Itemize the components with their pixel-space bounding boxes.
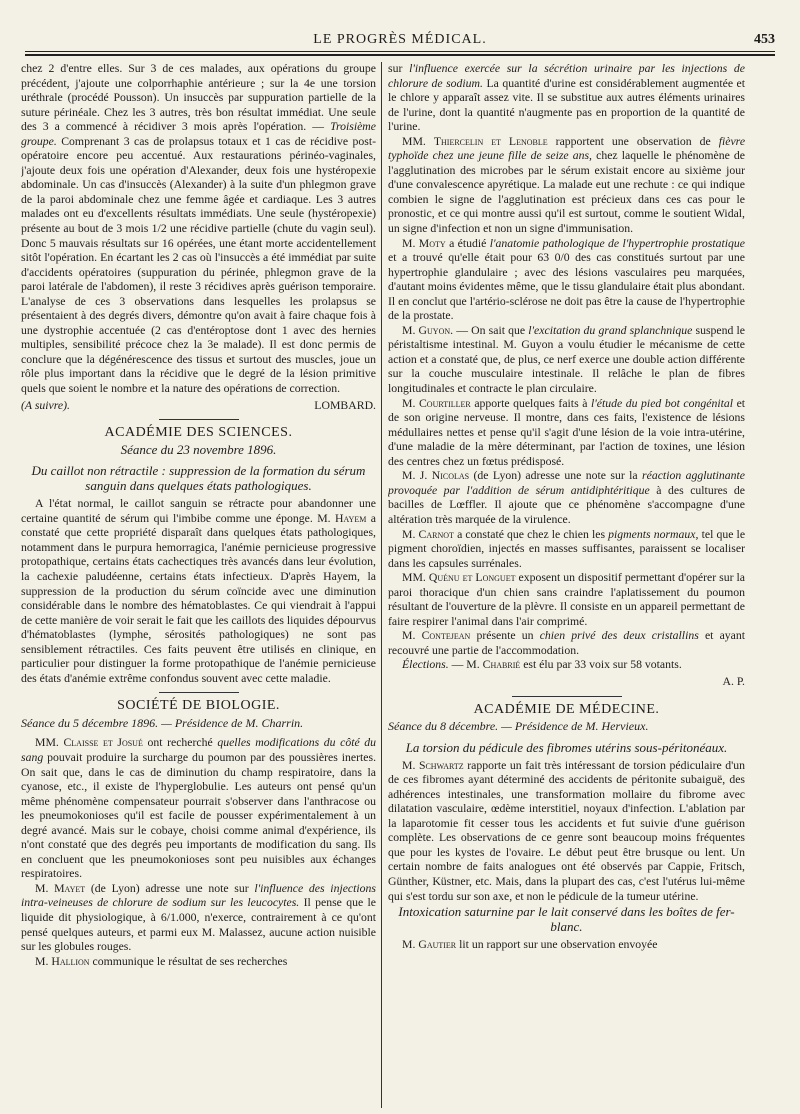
- paragraph: M. Schwartz rapporte un fait très intéressant de torsion pédiculaire d'un de ces fibromes ayant déterminé des accidents de péritonite subaiguë, des adhérences intestinales, une transformation mollaire du fibrome avec dilatation vasculaire, œdème interstitiel, noyaux d'infection. L'ablation par la laparotomie fit cesser tous les accidents et fut suivie d'une guérison complète. Les observations de ce genre sont beaucoup moins fréquentes que pour les kystes de l'ovaire. Le début peut être brusque ou lent. Un certain nombre de faits analogues ont été observés par Cappie, Fritsch, Günther, Küstner, etc. Mais, dans la plupart des cas, c'est l'utérus lui-même qui s'est tordu sur son axe, et non le pédicule de la tumeur utérine.: [388, 758, 745, 903]
- paragraph: M. Hallion communique le résultat de ses recherches: [35, 954, 288, 968]
- paragraph: Élections. — M. Chabrié est élu par 33 voix sur 58 votants.: [402, 658, 682, 672]
- paragraph: MM. Claisse et Josué ont recherché quelles modifications du côté du sang pouvait produire la surcharge du poumon par des poussières inertes. On sait que, dans le cas de diminution du champ respiratoire, dans la cyanose, etc., il existe de l'hyperglobulie. Les auteurs ont pensé qu'un même phénomène compensateur pourrait s'observer dans l'anthracose ou les pneumokonioses qu'il est facile de pousser expérimentalement à un degré avancé. Mais sur le cobaye, choisi comme animal d'expérience, ils n'ont constaté que des degrés peu importants de modification du sang. Ils en concluent que les pneumokonioses sont peu nuisibles aux échanges respiratoires.: [21, 736, 376, 881]
- paragraph: chez 2 d'entre elles. Sur 3 de ces malades, aux opérations du groupe précédent, j'ajoute une colporrhaphie antérieure ; sur la 4e une torsion uréthrale (procédé Pousson). Un insuccès par suppuration partielle de la suture périnéale. Chez les 3 autres, très bon résultat immédiat. Une seule des 3 a commencé à récidiver 3 mois après l'opération. — Troisième groupe. Comprenant 3 cas de prolapsus totaux et 1 cas de récidive post-opératoire encore peu accentué. Aux restaurations périnéo-vaginales, j'ajoute deux fois une opération d'Alexander, deux fois une hystéropexie abdominale. Un cas d'insuccès (Alexander) à la suite d'un phlegmon grave de la paroi abdominale chez une femme âgée et cardiaque. Les 3 autres malades ont eu d'excellents résultats immédiats. Une seule (hystéropexie) présente au bout de 3 mois 1/2 une récidive partielle (chute du vagin seul). Donc 5 mauvais résultats sur 16 opérées, une étant morte accidentellement sitôt l'opération. En écartant les 2 cas où l'insuccès a été immédiat par suite d'accidents opératoires (suppuration du périnée, phlegmon grave de la paroi latérale de l'abdomen), il reste 3 récidives après guérison temporaire. L'analyse de ces 3 observations dans lesquelles les prolapsus se présentaient à des degrés divers, démontre qu'on avait à faire chaque fois à une dystrophie accentuée (2 cas d'entéroptose dont 1 avec des hernies multiples, sensibilité précoce chez la 3e malade). Il est donc permis de conclure que la dégénérescence des tissus et surtout des muscles, joue un rôle plus important dans la récidive que le degré de la lésion primitive quels que soient le nombre et la nature des opérations de correction.: [21, 62, 376, 396]
- section-rule: [159, 419, 239, 420]
- page-number: 453: [754, 32, 775, 47]
- paragraph: M. Courtiller apporte quelques faits à l'étude du pied bot congénital et de son origine nerveuse. Il montre, dans ces faits, l'existence de lésions médullaires nettes et pense qu'il s'agit d'une lésion de la voie intra-utérine, d'une maladie de la mère déterminant, par l'action de toxines, une lésion des centres chez un fœtus prédisposé.: [388, 396, 745, 468]
- topic-title: Du caillot non rétractile : suppression de la formation du sérum sanguin dans quelques états pathologiques.: [31, 463, 366, 494]
- right-column: [388, 62, 745, 1108]
- signature-line: [388, 675, 745, 690]
- author-initials: A. P.: [722, 674, 745, 688]
- paragraph: MM. Quénu et Longuet exposent un dispositif permettant d'opérer sur la paroi thoracique d'un chien sans craindre l'aplatissement du poumon résultant de l'ouverture de la plèvre. Il consiste en un appareil permettant de faire respirer l'animal dans l'air comprimé.: [388, 571, 745, 628]
- section-title-academie-medecine: ACADÉMIE DE MÉDECINE.: [473, 701, 660, 717]
- topic-title: Intoxication saturnine par le lait conservé dans les boîtes de fer-blanc.: [398, 904, 735, 935]
- section-rule: [512, 696, 622, 697]
- paragraph: M. Gautier lit un rapport sur une observation envoyée: [402, 938, 658, 952]
- paragraph: M. Moty a étudié l'anatomie pathologique de l'hypertrophie prostatique et a trouvé qu'elle était pour 63 0/0 des cas constitués surtout par une hypertrophie glandulaire ; avec des lésions vasculaires peu marquées, d'autant moins évidentes même, que le tissu glandulaire était plus abondant. Il en conclut que l'artério-sclérose ne doit pas être la cause de l'hypertrophie de la prostate.: [388, 236, 745, 323]
- paragraph: sur l'influence exercée sur la sécrétion urinaire par les injections de chlorure de sodium. La quantité d'urine est considérablement augmentée et le chlore y apparaît assez vite. Il se substitue aux autres éléments urinaires de l'urine, dont la quantité n'augmente pas en proportion de la quantité de l'urine.: [388, 62, 745, 134]
- page-header: [25, 30, 775, 52]
- section-title-societe-biologie: SOCIÉTÉ DE BIOLOGIE.: [117, 698, 280, 714]
- header-rule: [25, 51, 775, 52]
- topic-title: La torsion du pédicule des fibromes utérins sous-péritonéaux.: [405, 739, 728, 755]
- paragraph: M. J. Nicolas (de Lyon) adresse une note sur la réaction agglutinante provoquée par l'addition de sérum antidiphtéritique à des cultures de bacilles de Lœffler. Il ajoute que ce phénomène s'accompagne d'une altération très marquée de la virulence.: [388, 469, 745, 526]
- left-column: [21, 62, 376, 1108]
- paragraph: M. Carnot a constaté que chez le chien les pigments normaux, tel que le pigment choroïdien, injectés en masses suffisantes, paraissent se localiser dans les capsules surrénales.: [388, 527, 745, 570]
- section-title-academie-sciences: ACADÉMIE DES SCIENCES.: [104, 425, 293, 441]
- author-name: LOMBARD.: [314, 398, 376, 412]
- running-title: LE PROGRÈS MÉDICAL.: [313, 32, 487, 47]
- session-line: Séance du 8 décembre. — Présidence de M. Hervieux.: [388, 719, 649, 734]
- signature-line: [21, 399, 376, 414]
- paragraph: M. Contejean présente un chien privé des deux cristallins et ayant recouvré une partie de l'accommodation.: [388, 629, 745, 657]
- session-line: Séance du 23 novembre 1896.: [120, 441, 277, 457]
- paragraph: A l'état normal, le caillot sanguin se rétracte pour abandonner une certaine quantité de sérum qui l'imbibe comme une éponge. M. Hayem a constaté que cette propriété disparaît dans quelques états pathologiques, notamment dans le purpura hemorragica, l'anémie pernicieuse progressive protopathique, certains états cachectiques très avancés dans leur évolution, la cachexie paludéenne, certains états infectieux. D'après Hayem, la suppression de la production du sérum coïncide avec une diminution considérable dans le nombre des hématoblastes. Ce qui viendrait à l'appui de cette manière de voir serait le fait que les caillots des liquides dépourvus d'hématoblastes (lymphe, sérosités pathologiques) ne sont pas sensiblement rétractiles. Ces faits peuvent être utilisés en clinique, en particulier pour distinguer la forme protopathique de l'anémie pernicieuse des états d'anémie extrême confondus souvent avec cette maladie.: [21, 497, 376, 685]
- paragraph: M. Mayet (de Lyon) adresse une note sur l'influence des injections intra-veineuses de chlorure de sodium sur les leucocytes. Il pense que le liquide dit physiologique, à 6/1.000, n'exerce, contrairement à ce qu'ont pensé quelques auteurs, et parmi eux M. Malassez, aucune action nuisible sur les globules rouges.: [21, 881, 376, 954]
- paragraph: M. Guyon. — On sait que l'excitation du grand splanchnique suspend le péristaltisme intestinal. M. Guyon a voulu étudier le mécanisme de cette action et a constaté que, de plus, ce nerf exerce une double action différente sur la couche musculaire intestinale. Il relâche le plan de fibres longitudinales et contracte le plan circulaire.: [388, 323, 745, 396]
- column-separator: [381, 62, 382, 1108]
- paragraph: MM. Thiercelin et Lenoble rapportent une observation de fièvre typhoïde chez une jeune fille de seize ans, chez laquelle le phénomène de l'agglutination des microbes par le sérum existait encore au sixième jour d'une convalescence apyrétique. La malade eut une rechute : ce qui indique combien le signe de l'agglutination est précieux dans ces cas pour le pronostic, et ce qui montre aussi qu'il est surtout, comme le soutient Widal, un signe d'infection et non un signe d'immunisation.: [388, 134, 745, 236]
- to-be-continued: (A suivre).: [21, 398, 70, 412]
- header-rule-thick: [25, 54, 775, 56]
- section-rule: [159, 692, 239, 693]
- session-line: Séance du 5 décembre 1896. — Présidence de M. Charrin.: [21, 715, 304, 730]
